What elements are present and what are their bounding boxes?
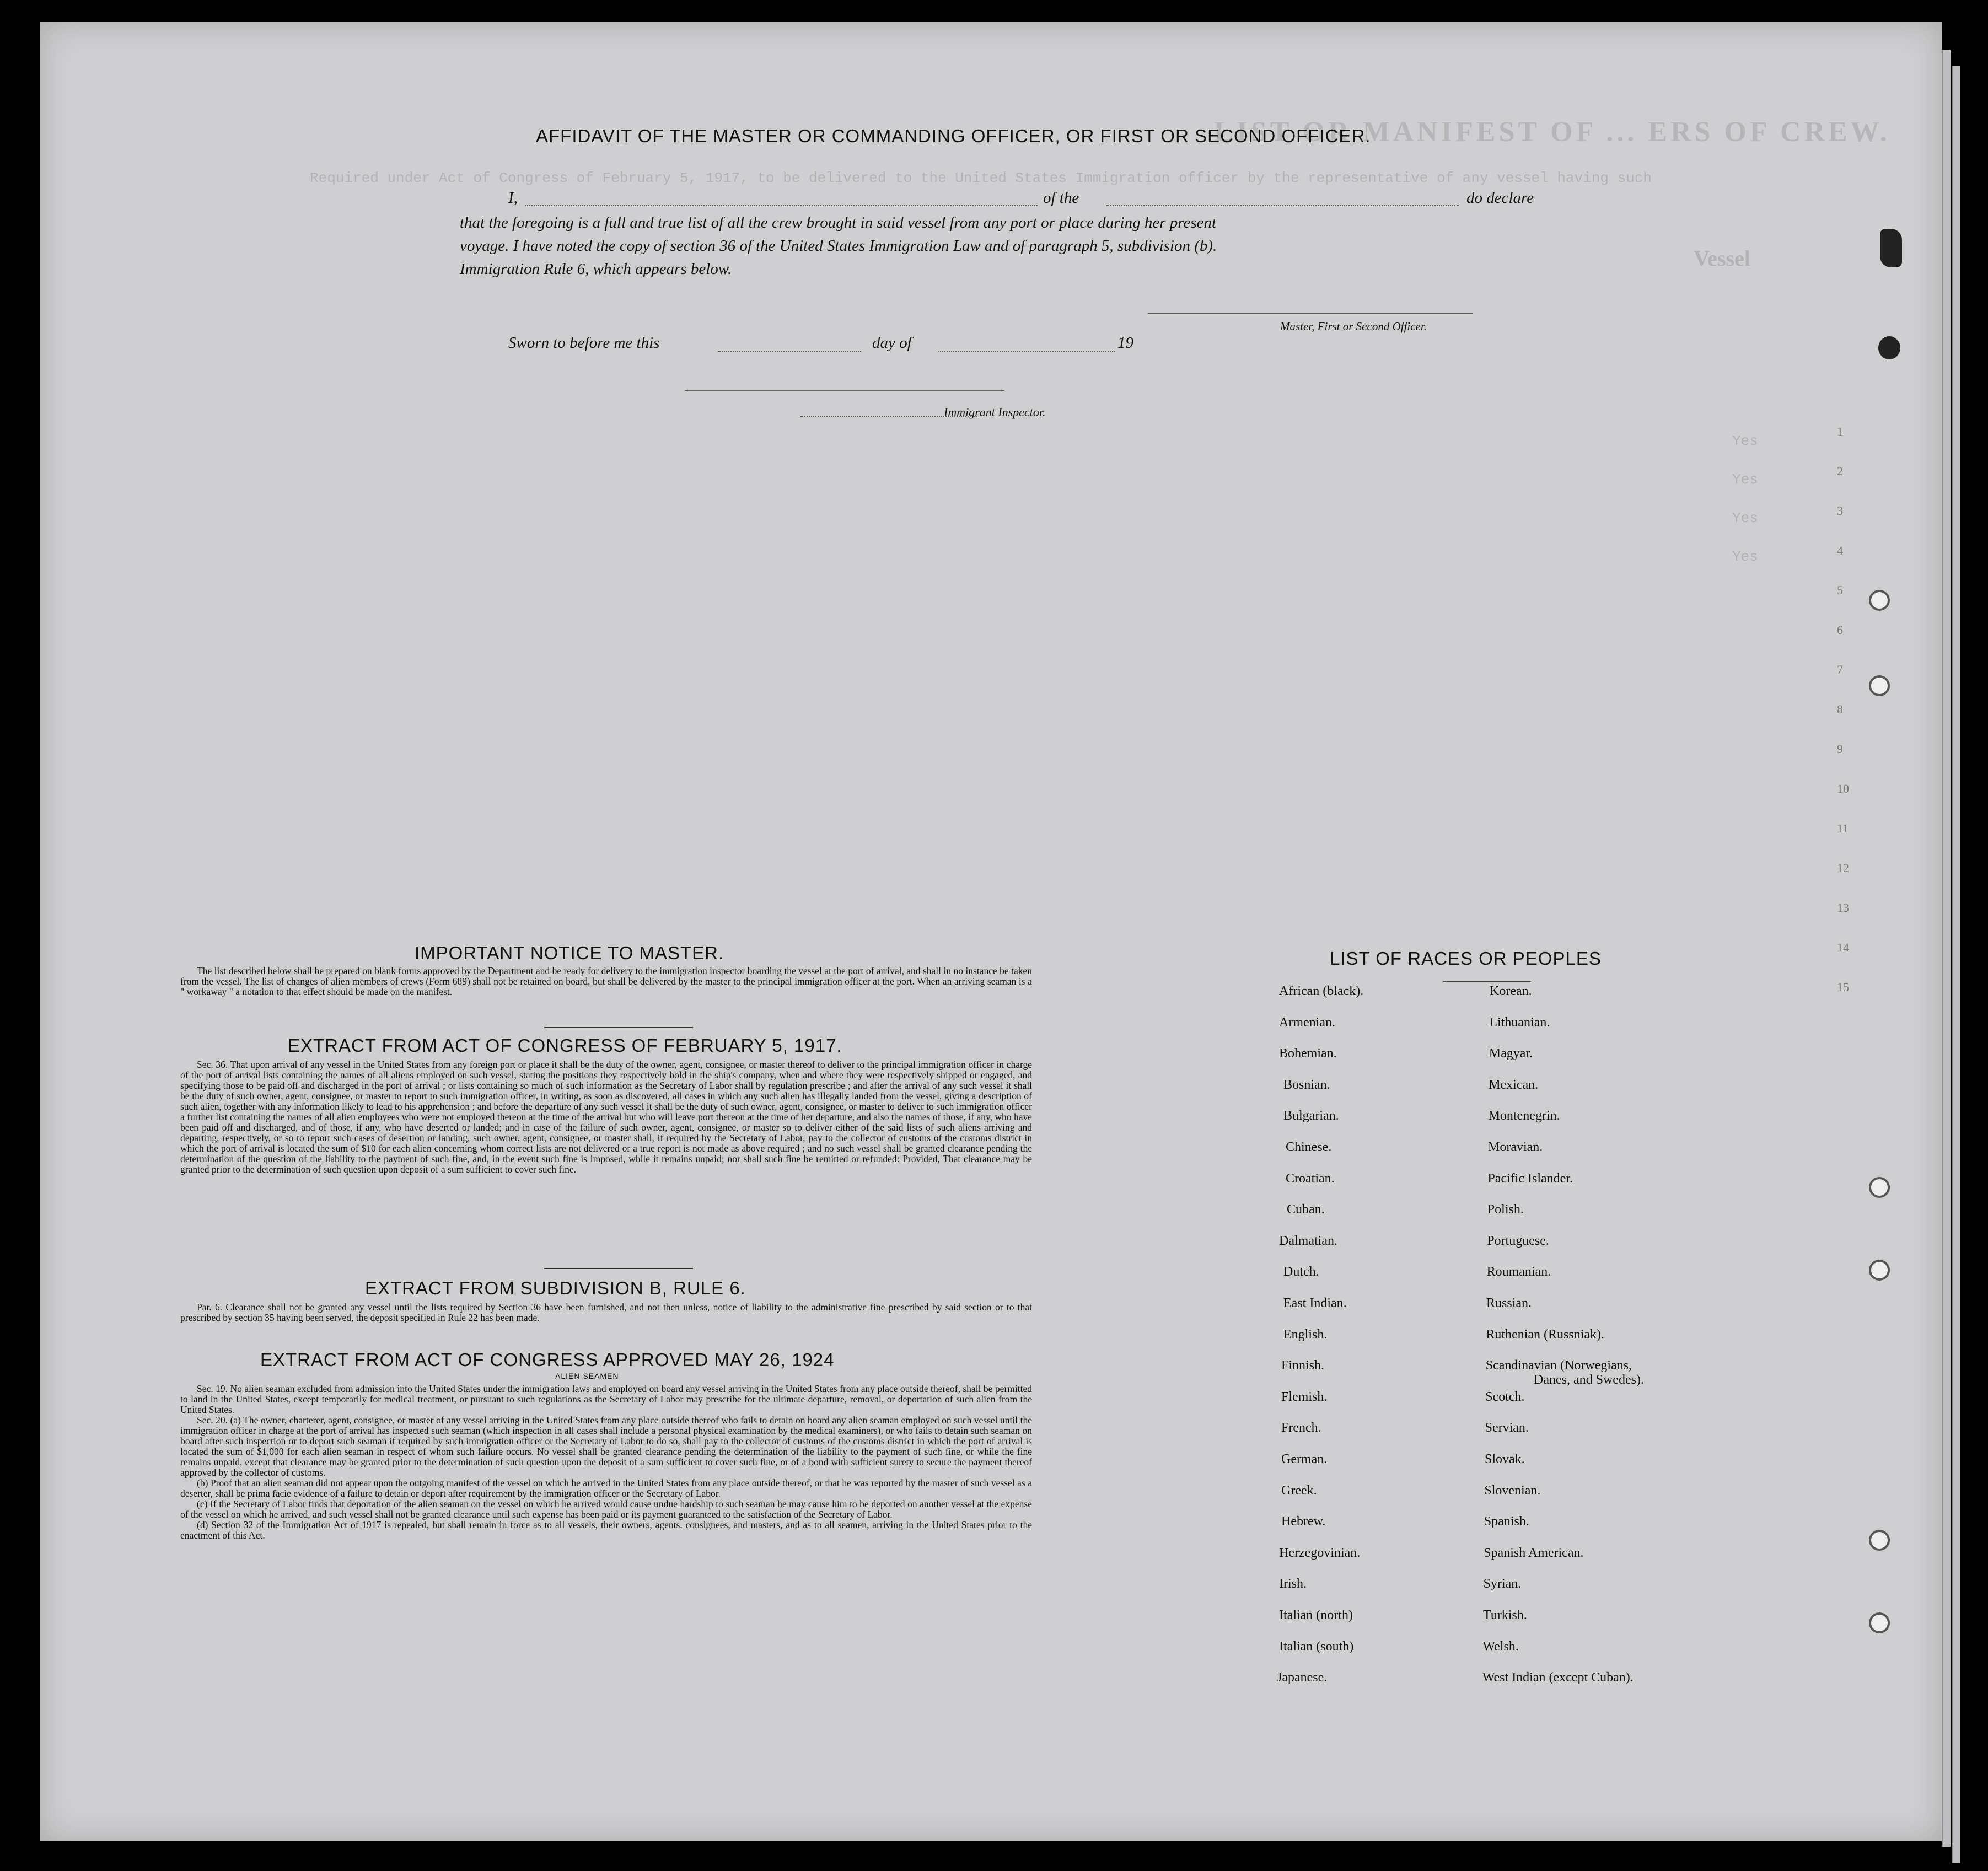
sworn-label: Sworn to before me this [508,334,660,352]
extract-rule6-title: EXTRACT FROM SUBDIVISION B, RULE 6. [365,1278,746,1298]
races-title: LIST OF RACES OR PEOPLES [1330,948,1602,969]
row-number: 13 [1837,901,1849,915]
year-label: 19 [1117,334,1133,352]
ghost-heading: LIST OR MANIFEST OF ... ERS OF CREW. [1214,116,1890,148]
divider [544,1268,693,1269]
extract-1917-title: EXTRACT FROM ACT OF CONGRESS OF FEBRUARY 5, 1917. [288,1035,842,1056]
race-item-continuation: Danes, and Swedes). [1534,1373,1644,1388]
row-number: 7 [1837,663,1843,676]
race-item: Ruthenian (Russniak). [1486,1327,1605,1342]
affidavit-of-the: of the [1043,189,1079,207]
race-item: East Indian. [1283,1296,1347,1310]
race-item: French. [1281,1421,1321,1435]
race-item: Bosnian. [1283,1077,1330,1092]
affidavit-i-label: I, [508,189,518,207]
race-item: Spanish American. [1484,1545,1584,1560]
race-item: Dalmatian. [1279,1233,1337,1248]
row-number: 14 [1837,940,1849,954]
race-item: Roumanian. [1486,1265,1551,1279]
binder-ring-icon [1869,1530,1890,1551]
race-item: Moravian. [1488,1140,1543,1154]
extract-1924-subtitle: ALIEN SEAMEN [555,1372,619,1380]
race-item: Magyar. [1489,1046,1533,1061]
race-item: Japanese. [1277,1670,1328,1685]
binder-ring-icon [1869,1612,1890,1633]
row-number: 11 [1837,821,1849,835]
race-item: Pacific Islander. [1487,1171,1573,1186]
race-item: Croatian. [1286,1171,1335,1186]
extract-1924-title: EXTRACT FROM ACT OF CONGRESS APPROVED MAY 26, 1924 [260,1350,835,1370]
race-item: Italian (south) [1279,1639,1354,1654]
race-item: Herzegovinian. [1279,1545,1361,1560]
inspector-top-line [685,390,1004,391]
divider [1443,981,1531,982]
sec19-paragraph: Sec. 19. No alien seaman excluded from admission into the United States under the immigration laws and employed on board any vessel arriving in the United States from any place outside thereof, shall be permitted to land in the United States, except temporarily for medical treatment, or pursuant to such regulations as the Secretary of Labor may prescribe for the ultimate departure, removal, or deportation of such alien from the United States. [180,1383,1032,1415]
sec20c-paragraph: (c) If the Secretary of Labor finds that deportation of the alien seaman on the vessel on which he arrived would cause undue hardship to such seaman he may cause him to be deported on another vessel at the expense of the vessel on which he arrived, and such vessel shall not be granted clearance until such expense has been paid or its payment guaranteed to the satisfaction of the Secretary of Labor. [180,1498,1032,1520]
extract-1917-paragraph: Sec. 36. That upon arrival of any vessel in the United States from any foreign port or place it shall be the duty of the owner, agent, consignee, or master thereof to deliver to the principal immigration officer in charge of the port of arrival lists containing the names of all aliens employed on such vessel, stating the positions they respectively hold in the ship's company, when and where they were respectively shipped or engaged, and specifying those to be paid off and discharged in the port of arrival ; or lists containing so much of such information as the Secretary of Labor shall by regulation prescribe ; and after the arrival of any such vessel it shall be the duty of such owner, agent, consignee, or master to report to such immigration officer, in writing, as soon as discovered, all cases in which any such alien has illegally landed from the vessel, giving a description of such alien, together with any information likely to lead to his apprehension ; and before the departure of any such vessel it shall be the duty of such owner, agent, consignee, or master to deliver to such immigration officer a further list containing the names of all alien employees who were not employed thereon at the time of the arrival but who will leave port thereon at the time of her departure, and also the names of those, if any, who have been paid off and discharged, and of those, if any, who have deserted or landed; and in case of the failure of such owner, agent, consignee, or master so to deliver either of the said lists of such aliens arriving and departing, respectively, or so to report such cases of desertion or landing, such owner, agent, consignee, or master shall, if required by the Secretary of Labor, pay to the collector of customs of the customs district in which the port of arrival is located the sum of $10 for each alien concerning whom correct lists are not delivered or a true report is not made as above required ; and no such vessel shall be granted clearance pending the determination of the question of the liability to the payment of such fine, and, in the event such fine is imposed, while it remains unpaid; nor shall such fine be remitted or refunded: Provided, That clearance may be granted prior to the determination of such question upon deposit of a sum sufficient to cover such fine. [180,1059,1032,1175]
row-number: 9 [1837,742,1843,756]
race-item: Montenegrin. [1488,1109,1560,1123]
race-item: Bohemian. [1279,1046,1337,1061]
extract-rule6-text [180,1302,1032,1323]
row-number: 8 [1837,702,1843,716]
race-item: Portuguese. [1487,1233,1549,1248]
row-number: 2 [1837,464,1843,478]
row-number: 1 [1837,424,1843,438]
divider [544,1027,693,1028]
ghost-subhead: Required under Act of Congress of February 5, 1917, to be delivered to the United States Immigration officer by the representative of any vessel having such [310,170,1652,186]
affidavit-body-1: that the foregoing is a full and true list of all the crew brought in said vessel from any port or place during her present [460,214,1217,232]
ghost-row-label: Yes [1732,471,1758,488]
race-item: Cuban. [1287,1202,1325,1217]
ghost-vessel: Vessel [1694,246,1750,271]
ghost-row-label: Yes [1732,433,1758,449]
sec20a-paragraph: Sec. 20. (a) The owner, charterer, agent, consignee, or master of any vessel arriving in the United States from any place outside thereof who fails to detain on board any alien seaman employed on such vessel until the immigration officer in charge at the port of arrival has inspected such seaman (which inspection in all cases shall include a personal physical examination by the medical examiners), or who fails to detain such seaman on board after such inspection or to deport such seaman if required by such immigration officer or the Secretary of Labor to do so, shall pay to the collector of customs of the customs district in which the port of arrival is located the sum of $1,000 for each alien seaman in respect of whom such failure occurs. No vessel shall be granted clearance pending the determination of the liability to the payment of such fine, or while the fine remains unpaid, except that clearance may be granted prior to the determination of such question upon the deposit of a sum sufficient to cover such fine, or of a bond with sufficient surety to secure the payment thereof approved by the collector of customs. [180,1415,1032,1478]
race-item: Welsh. [1482,1639,1519,1654]
race-item: Bulgarian. [1283,1109,1339,1123]
race-item: English. [1283,1327,1328,1342]
race-item: Scotch. [1485,1389,1525,1404]
ghost-row-label: Yes [1732,549,1758,565]
race-item: Korean. [1490,984,1532,998]
race-item: Finnish. [1281,1358,1325,1373]
row-number: 5 [1837,583,1843,597]
binder-ring-icon [1869,675,1890,696]
race-item: West Indian (except Cuban). [1482,1670,1634,1685]
row-number: 12 [1837,861,1849,875]
affidavit-body-3: Immigration Rule 6, which appears below. [460,260,732,278]
race-item: Syrian. [1483,1577,1522,1592]
vessel-line [1106,205,1459,206]
race-item: Turkish. [1483,1608,1527,1622]
race-item: Servian. [1485,1421,1529,1435]
race-item: African (black). [1279,984,1364,998]
clip-icon [1878,336,1900,359]
day-of-label: day of [872,334,912,352]
race-item: Chinese. [1286,1140,1332,1154]
race-item: Spanish. [1484,1514,1529,1529]
extract-1924-text [180,1384,1032,1541]
binder-ring-icon [1869,590,1890,611]
month-line [938,351,1115,352]
document-page [40,22,1942,1841]
sec20d-paragraph: (d) Section 32 of the Immigration Act of 1917 is repealed, but shall remain in force as to all vessels, their owners, agents. consignees, and masters, and as to all seamen, arriving in the United States prior to the enactment of this Act. [180,1519,1032,1541]
race-item: German. [1281,1452,1328,1466]
sworn-day-line [718,351,861,352]
race-item: Russian. [1486,1296,1532,1310]
master-signature-line [1148,313,1473,314]
row-number: 10 [1837,782,1849,795]
race-item: Mexican. [1489,1077,1539,1092]
row-number: 6 [1837,623,1843,637]
notice-title: IMPORTANT NOTICE TO MASTER. [415,943,724,963]
race-item: Armenian. [1279,1015,1335,1030]
page-edge [1942,50,1951,1847]
master-label: Master, First or Second Officer. [1280,320,1427,333]
notice-text [180,966,1032,997]
race-item: Lithuanian. [1489,1015,1550,1030]
row-number: 15 [1837,980,1849,994]
ghost-row-label: Yes [1732,510,1758,526]
race-item: Slovak. [1485,1452,1525,1466]
row-number: 4 [1837,544,1843,557]
inspector-label: Immigrant Inspector. [944,405,1046,419]
race-item: Flemish. [1281,1389,1328,1404]
race-item: Irish. [1279,1577,1307,1592]
extract-rule6-paragraph: Par. 6. Clearance shall not be granted any vessel until the lists required by Section 36 have been furnished, and not then unless, notice of liability to the administrative fine prescribed by said section or to that prescribed by section 35 having been served, the deposit specified in Rule 22 has been made. [180,1302,1032,1323]
race-item: Scandinavian (Norwegians, [1485,1358,1632,1373]
binder-ring-icon [1869,1260,1890,1281]
race-item: Polish. [1487,1202,1524,1217]
name-line [525,205,1038,206]
race-item: Dutch. [1283,1265,1319,1279]
row-number: 3 [1837,504,1843,518]
page-edge [1952,66,1960,1863]
affidavit-title: AFFIDAVIT OF THE MASTER OR COMMANDING OFFICER, OR FIRST OR SECOND OFFICER. [536,126,1371,146]
affidavit-do-declare: do declare [1466,189,1534,207]
binder-ring-icon [1869,1177,1890,1198]
notice-paragraph: The list described below shall be prepared on blank forms approved by the Department and be ready for delivery to the immigration inspector boarding the vessel at the port of arrival, and shall in no instance be taken from the vessel. The list of changes of alien members of crews (Form 689) shall not be retained on board, but shall be delivered by the master to the principal immigration officer at the port. When an arriving seaman is a " workaway " a notation to that effect should be made on the manifest. [180,965,1032,997]
extract-1917-text [180,1060,1032,1175]
sec20b-paragraph: (b) Proof that an alien seaman did not appear upon the outgoing manifest of the vessel on which he arrived in the United States from any place outside thereof, or that he was reported by the master of such vessel as a deserter, shall be prima facie evidence of a failure to detain or deport after requirement by the immigration officer or the Secretary of Labor. [180,1477,1032,1499]
affidavit-body-2: voyage. I have noted the copy of section 36 of the United States Immigration Law and of paragraph 5, subdivision (b). [460,237,1217,255]
race-item: Slovenian. [1484,1483,1541,1498]
race-item: Italian (north) [1279,1608,1353,1622]
clip-icon [1880,229,1902,267]
race-item: Greek. [1281,1483,1317,1498]
race-item: Hebrew. [1281,1514,1326,1529]
